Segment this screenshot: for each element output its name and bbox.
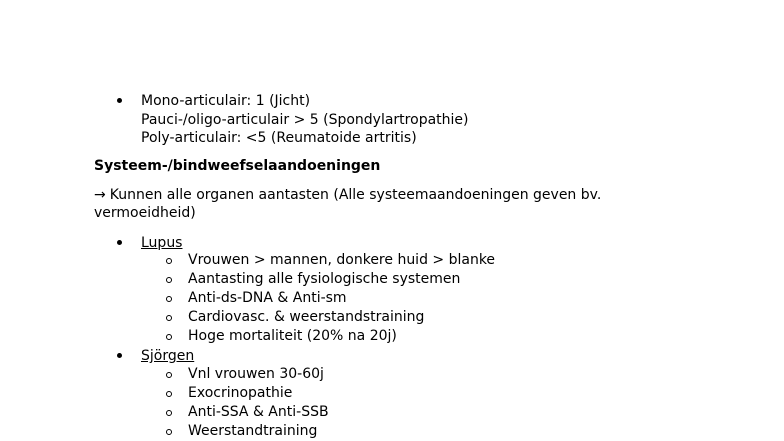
bullet-lupus [117, 240, 122, 245]
sub-bullet-lupus-4 [166, 315, 172, 321]
lupus-point-5: Hoge mortaliteit (20% na 20j) [188, 328, 397, 344]
sub-bullet-lupus-3 [166, 296, 172, 302]
lupus-point-3: Anti-ds-DNA & Anti-sm [188, 290, 347, 306]
sjogren-point-3: Anti-SSA & Anti-SSB [188, 404, 329, 420]
sub-bullet-sjogren-1 [166, 372, 172, 378]
bullet-articular [117, 98, 122, 103]
sub-bullet-sjogren-2 [166, 391, 172, 397]
lupus-point-2: Aantasting alle fysiologische systemen [188, 271, 461, 287]
bullet-sjogren [117, 353, 122, 358]
articular-item-pauci: Pauci-/oligo-articulair > 5 (Spondylartropathie) [141, 112, 469, 128]
sjogren-point-1: Vnl vrouwen 30-60j [188, 366, 324, 382]
arrow-right-icon: → [94, 187, 106, 203]
lupus-point-4: Cardiovasc. & weerstandstraining [188, 309, 425, 325]
sub-bullet-sjogren-3 [166, 410, 172, 416]
sjogren-point-4: Weerstandtraining [188, 423, 318, 439]
section-intro-line2: vermoeidheid) [94, 205, 196, 221]
articular-item-mono: Mono-articulair: 1 (Jicht) [141, 93, 311, 109]
sub-bullet-sjogren-4 [166, 429, 172, 435]
section-intro-line1: Kunnen alle organen aantasten (Alle systeemaandoeningen geven bv. [109, 187, 602, 203]
sub-bullet-lupus-1 [166, 258, 172, 264]
lupus-point-1: Vrouwen > mannen, donkere huid > blanke [188, 252, 496, 268]
articular-item-poly: Poly-articulair: <5 (Reumatoide artritis) [141, 130, 417, 146]
sub-bullet-lupus-2 [166, 277, 172, 283]
sub-bullet-lupus-5 [166, 334, 172, 340]
section-intro [94, 186, 601, 204]
sjogren-point-2: Exocrinopathie [188, 385, 293, 401]
sjogren-title: Sjörgen [141, 348, 195, 364]
section-heading: Systeem-/bindweefselaandoeningen [94, 158, 381, 174]
lupus-title: Lupus [141, 235, 183, 251]
